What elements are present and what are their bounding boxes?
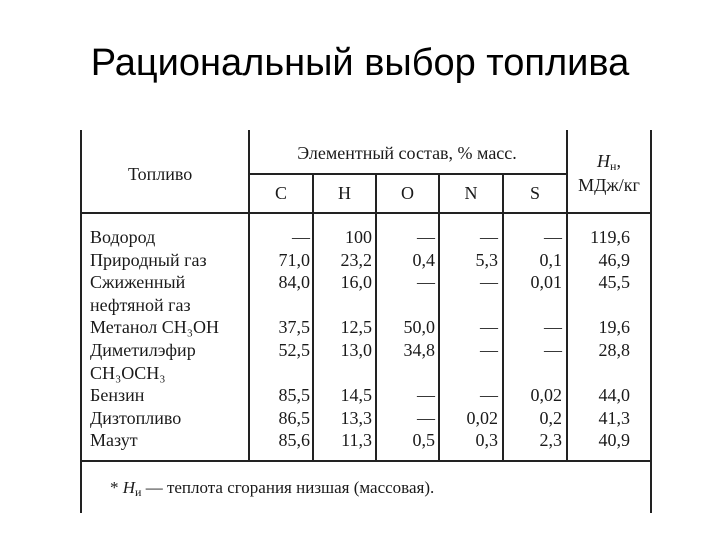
row-fuel-name: CH₃OCH₃ [90,362,166,383]
row-cell-s: 0,1 [539,249,562,270]
row-cell-q: 40,9 [598,430,630,451]
table-border-left [80,130,82,513]
row-fuel-name: Водород [90,227,156,247]
row-cell-h: 23,2 [340,249,372,270]
row-cell-s: 0,2 [539,407,562,428]
col-divider-fuel [248,130,250,460]
row-cell-h: 13,0 [340,340,372,360]
row-cell-n: — [480,317,498,338]
row-fuel-name: Мазут [90,430,138,451]
row-cell-q: 44,0 [598,385,630,406]
fuel-table [80,130,652,513]
row-fuel-name: Метанол CH₃OH [90,317,219,338]
heat-symbol: H [597,151,611,171]
row-cell-q: 46,9 [598,249,630,270]
body-rule-bottom [80,460,652,462]
row-cell-c: 86,5 [278,407,310,428]
row-cell-c: 85,5 [278,385,310,406]
row-cell-o: 34,8 [403,340,435,360]
header-rule-mid [248,173,566,175]
row-cell-c: 37,5 [278,317,310,338]
row-cell-n: — [480,385,498,406]
row-fuel-name: Природный газ [90,249,207,270]
row-cell-c: 84,0 [278,272,310,293]
row-fuel-name: Дизтопливо [90,407,182,428]
row-cell-c: 71,0 [278,249,310,270]
row-cell-s: 0,01 [530,272,562,293]
row-cell-h: 14,5 [340,385,372,406]
row-cell-q: 28,8 [598,340,630,360]
row-cell-h: 16,0 [340,272,372,293]
row-cell-q: 119,6 [590,227,630,247]
header-heat-unit: МДж/кг [578,175,640,195]
col-divider-n [502,173,504,460]
header-element-h: H [338,183,351,203]
row-cell-c: 85,6 [278,430,310,451]
row-fuel-name: Бензин [90,385,145,406]
row-cell-h: 100 [345,227,372,247]
row-cell-q: 41,3 [598,407,630,428]
header-composition: Элементный состав, % масс. [297,143,517,163]
row-cell-n: 0,02 [466,407,498,428]
header-element-n: N [464,183,478,203]
row-cell-n: 0,3 [475,430,498,451]
row-fuel-name: нефтяной газ [90,294,191,315]
header-fuel: Топливо [128,164,193,184]
footnote-text: — теплота сгорания низшая (массовая). [145,478,435,497]
row-cell-s: — [544,340,562,360]
row-cell-h: 13,3 [340,407,372,428]
row-cell-q: 19,6 [598,317,630,338]
row-cell-s: — [544,317,562,338]
row-cell-h: 12,5 [340,317,372,338]
row-cell-s: — [544,227,562,247]
footnote [110,478,434,500]
row-cell-n: — [480,272,498,293]
col-divider-o [438,173,440,460]
heat-subscript: н [610,159,617,173]
col-divider-h [375,173,377,460]
slide-title: Рациональный выбор топлива [90,42,630,84]
row-cell-o: — [417,407,435,428]
row-cell-o: 0,4 [412,249,435,270]
row-cell-c: 52,5 [278,340,310,360]
footnote-symbol: H [122,478,136,497]
header-element-o: O [401,183,414,203]
table-border-right [650,130,652,513]
col-divider-c [312,173,314,460]
row-fuel-name: Сжиженный [90,272,186,293]
row-fuel-name: Диметилэфир [90,340,196,360]
header-heat [568,150,650,177]
row-cell-n: 5,3 [475,249,498,270]
header-element-c: C [274,183,287,203]
row-cell-o: — [417,385,435,406]
row-cell-n: — [480,340,498,360]
row-cell-c: — [292,227,310,247]
footnote-star: * [110,478,119,497]
row-cell-n: — [480,227,498,247]
row-cell-o: 50,0 [403,317,435,338]
header-element-s: S [529,183,540,203]
row-cell-s: 2,3 [539,430,562,451]
row-cell-o: — [417,272,435,293]
row-cell-q: 45,5 [598,272,630,293]
footnote-subscript: и [135,485,142,499]
row-cell-h: 11,3 [341,430,372,451]
row-cell-o: 0,5 [412,430,435,451]
row-cell-o: — [417,227,435,247]
heat-comma: , [616,151,621,171]
row-cell-s: 0,02 [530,385,562,406]
